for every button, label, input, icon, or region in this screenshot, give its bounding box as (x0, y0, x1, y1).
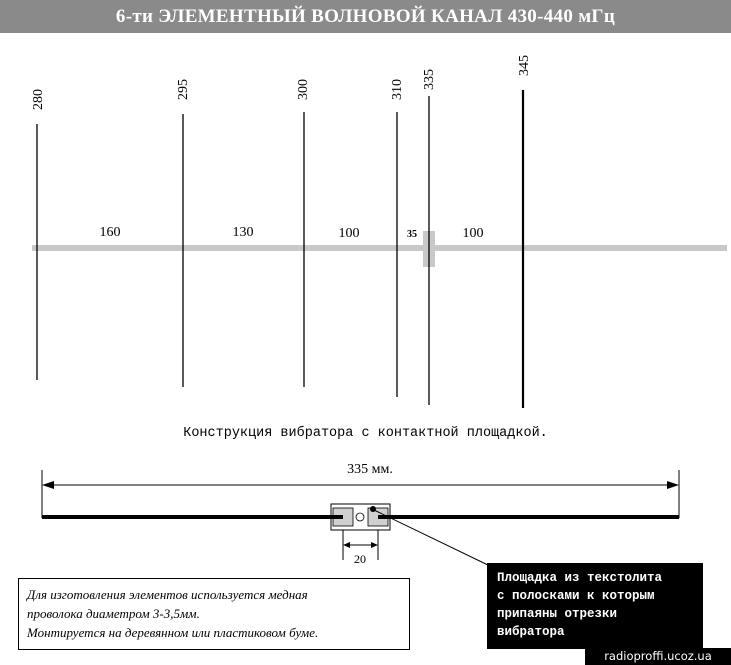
spacing-label: 100 (462, 226, 484, 241)
arrow-head (42, 481, 54, 489)
page-title: 6-ти ЭЛЕМЕНТНЫЙ ВОЛНОВОЙ КАНАЛ 430-440 мГц (0, 0, 731, 33)
length-label: 345 (517, 55, 532, 76)
mounting-hole (356, 513, 364, 521)
note-line: проволока диаметром 3-3,5мм. (27, 606, 200, 621)
length-label: 295 (176, 79, 191, 100)
site-watermark: radioproffi.ucoz.ua (585, 648, 731, 665)
wire-segment (331, 515, 343, 519)
arrow-head (371, 542, 378, 548)
vibrator-length: 335 мм. (347, 462, 393, 477)
vibrator-caption: Конструкция вибратора с контактной площадкой. (183, 426, 548, 441)
spacing-label: 160 (99, 225, 121, 240)
boom (32, 245, 727, 251)
length-label: 300 (296, 79, 311, 100)
length-label: 310 (390, 79, 405, 100)
solder-point (370, 506, 376, 512)
length-label: 335 (422, 69, 437, 90)
callout-line: вибратора (497, 625, 565, 639)
note-line: Монтируется на деревянном или пластиковом буме. (27, 625, 319, 640)
gap-width: 20 (354, 552, 366, 566)
length-label: 280 (31, 89, 46, 110)
spacing-label: 130 (232, 225, 254, 240)
spacing-label: 35 (407, 229, 417, 240)
spacing-label: 100 (338, 226, 360, 241)
material-note (18, 578, 410, 650)
arrow-head (343, 542, 350, 548)
note-line: Для изготовления элементов используется медная (27, 587, 308, 602)
callout-line: с полосками к которым (497, 589, 655, 603)
callout-line: припаяны отрезки (497, 607, 618, 621)
arrow-head (667, 481, 679, 489)
plate-callout (487, 563, 703, 649)
callout-line: Площадка из текстолита (497, 571, 663, 585)
